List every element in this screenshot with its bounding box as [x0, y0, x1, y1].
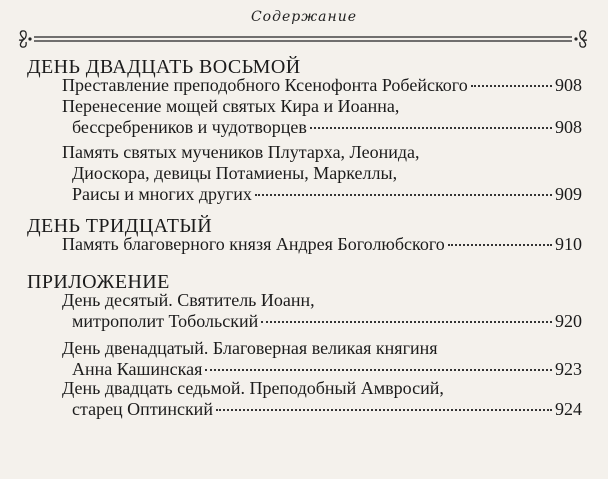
toc-entry-line — [72, 398, 582, 420]
dot-leader — [310, 127, 552, 129]
dot-leader — [261, 321, 552, 323]
entry-title: бессребреников и чудотворцев — [72, 117, 307, 137]
dot-leader — [216, 409, 552, 411]
entry-title: Преставление преподобного Ксенофонта Робейского — [62, 75, 468, 95]
dot-leader — [448, 244, 552, 246]
section-heading: ДЕНЬ ДВАДЦАТЬ ВОСЬМОЙ — [27, 56, 301, 78]
toc-entry-line — [62, 74, 582, 96]
page-number: 920 — [555, 311, 582, 331]
entry-title: старец Оптинский — [72, 399, 213, 419]
section-heading: ДЕНЬ ТРИДЦАТЫЙ — [27, 215, 213, 237]
page-number: 908 — [555, 75, 582, 95]
entry-title: День десятый. Святитель Иоанн, — [62, 290, 315, 310]
entry-title: митрополит Тобольский — [72, 311, 259, 331]
toc-entry-line — [72, 116, 582, 138]
page-number: 924 — [555, 399, 582, 419]
dot-leader — [471, 85, 552, 87]
entry-title: Память благоверного князя Андрея Боголюбского — [62, 234, 445, 254]
toc-entry-line — [62, 233, 582, 255]
section-heading: ПРИЛОЖЕНИЕ — [27, 271, 170, 293]
page-number: 909 — [555, 184, 582, 204]
entry-title: Раисы и многих других — [72, 184, 252, 204]
entry-title: Диоскора, девицы Потамиены, Маркеллы, — [72, 163, 398, 183]
dot-leader — [255, 194, 552, 196]
entry-title: Память святых мучеников Плутарха, Леонида, — [62, 142, 420, 162]
toc-entry-line — [72, 183, 582, 205]
entry-title: День двадцать седьмой. Преподобный Амвросий, — [62, 378, 444, 398]
entry-title: Анна Кашинская — [72, 359, 203, 379]
page-number: 923 — [555, 359, 582, 379]
entry-title: Перенесение мощей святых Кира и Иоанна, — [62, 96, 400, 116]
page-number: 908 — [555, 117, 582, 137]
toc-entry-line — [72, 310, 582, 332]
page-number: 910 — [555, 234, 582, 254]
entry-title: День двенадцатый. Благоверная великая княгиня — [62, 338, 438, 358]
dot-leader — [205, 369, 552, 371]
running-head: Содержание — [250, 9, 358, 25]
